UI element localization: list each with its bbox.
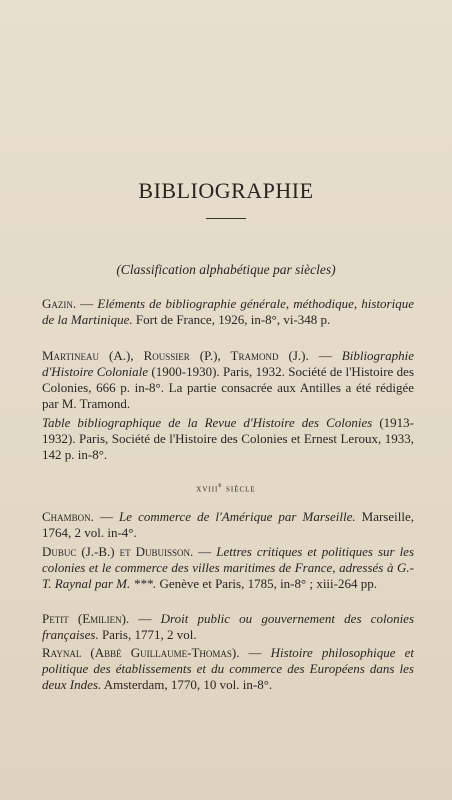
entry-author: Raynal (Abbé Guillaume-Thomas). xyxy=(42,645,240,660)
title-rule xyxy=(206,218,246,219)
entry-author: Gazin. xyxy=(42,296,77,311)
entry-title: Le commerce de l'Amérique par Marseille. xyxy=(119,509,356,524)
classification-subtitle: (Classification alphabétique par siècles) xyxy=(116,262,336,277)
entry-author: Petit (Emilien). xyxy=(42,611,130,626)
section-heading-xviii xyxy=(0,481,452,494)
entry-details: Fort de France, 1926, in-8°, vi-348 p. xyxy=(132,312,331,327)
entry-details: Paris, 1771, 2 vol. xyxy=(98,627,197,642)
entry-dubuc xyxy=(42,544,414,592)
entry-separator: — xyxy=(193,544,217,559)
entry-separator: — xyxy=(93,509,120,524)
entry-title: Lettres critiques et politiques sur les colonies et le commerce des villes maritimes de France, adressés à G.-T. Raynal par M. ***. xyxy=(42,544,415,591)
section-word: siècle xyxy=(222,483,256,495)
entry-petit xyxy=(42,611,414,643)
entry-author: Chambon. xyxy=(42,509,94,524)
entry-table-bibliographique xyxy=(42,415,414,463)
entry-author: Dubuc (J.-B.) et Dubuisson. xyxy=(42,544,194,559)
entry-gazin xyxy=(42,296,414,328)
entry-title: Eléments de bibliographie générale, méthodique, historique de la Martinique. xyxy=(42,296,414,327)
entry-details: Marseille, 1764, 2 vol. in-4°. xyxy=(42,509,414,540)
entry-details: Amsterdam, 1770, 10 vol. in-8°. xyxy=(101,677,273,692)
entry-separator: — xyxy=(239,645,271,660)
entry-martineau xyxy=(42,348,414,412)
entry-title: Droit public ou gouvernement des colonies françaises. xyxy=(42,611,415,642)
entry-author: Martineau (A.), Roussier (P.), Tramond (J.). xyxy=(42,348,309,363)
section-roman: xviii xyxy=(196,483,219,495)
entry-title: Histoire philosophique et politique des établissements et du commerce des Européens dans les deux Indes. xyxy=(42,645,414,692)
entry-title: Bibliographie d'Histoire Coloniale xyxy=(42,348,414,379)
entry-separator: — xyxy=(76,296,98,311)
entry-title: Table bibliographique de la Revue d'Histoire des Colonies xyxy=(42,415,373,430)
entry-chambon xyxy=(42,509,414,541)
entry-details: (1900-1930). Paris, 1932. Société de l'Histoire des Colonies, 666 p. in-8°. La partie consacrée aux Antilles a été rédigée par M. Tramond. xyxy=(42,364,414,411)
entry-separator: — xyxy=(129,611,161,626)
entry-details: (1913-1932). Paris, Société de l'Histoire des Colonies et Ernest Leroux, 1933, 142 p. in-8°. xyxy=(42,415,414,462)
entry-raynal xyxy=(42,645,414,693)
entry-separator: — xyxy=(308,348,342,363)
page-title: BIBLIOGRAPHIE xyxy=(138,178,314,203)
section-sup: e xyxy=(218,481,223,489)
entry-details: Genève et Paris, 1785, in-8° ; xiii-264 pp. xyxy=(156,576,377,591)
